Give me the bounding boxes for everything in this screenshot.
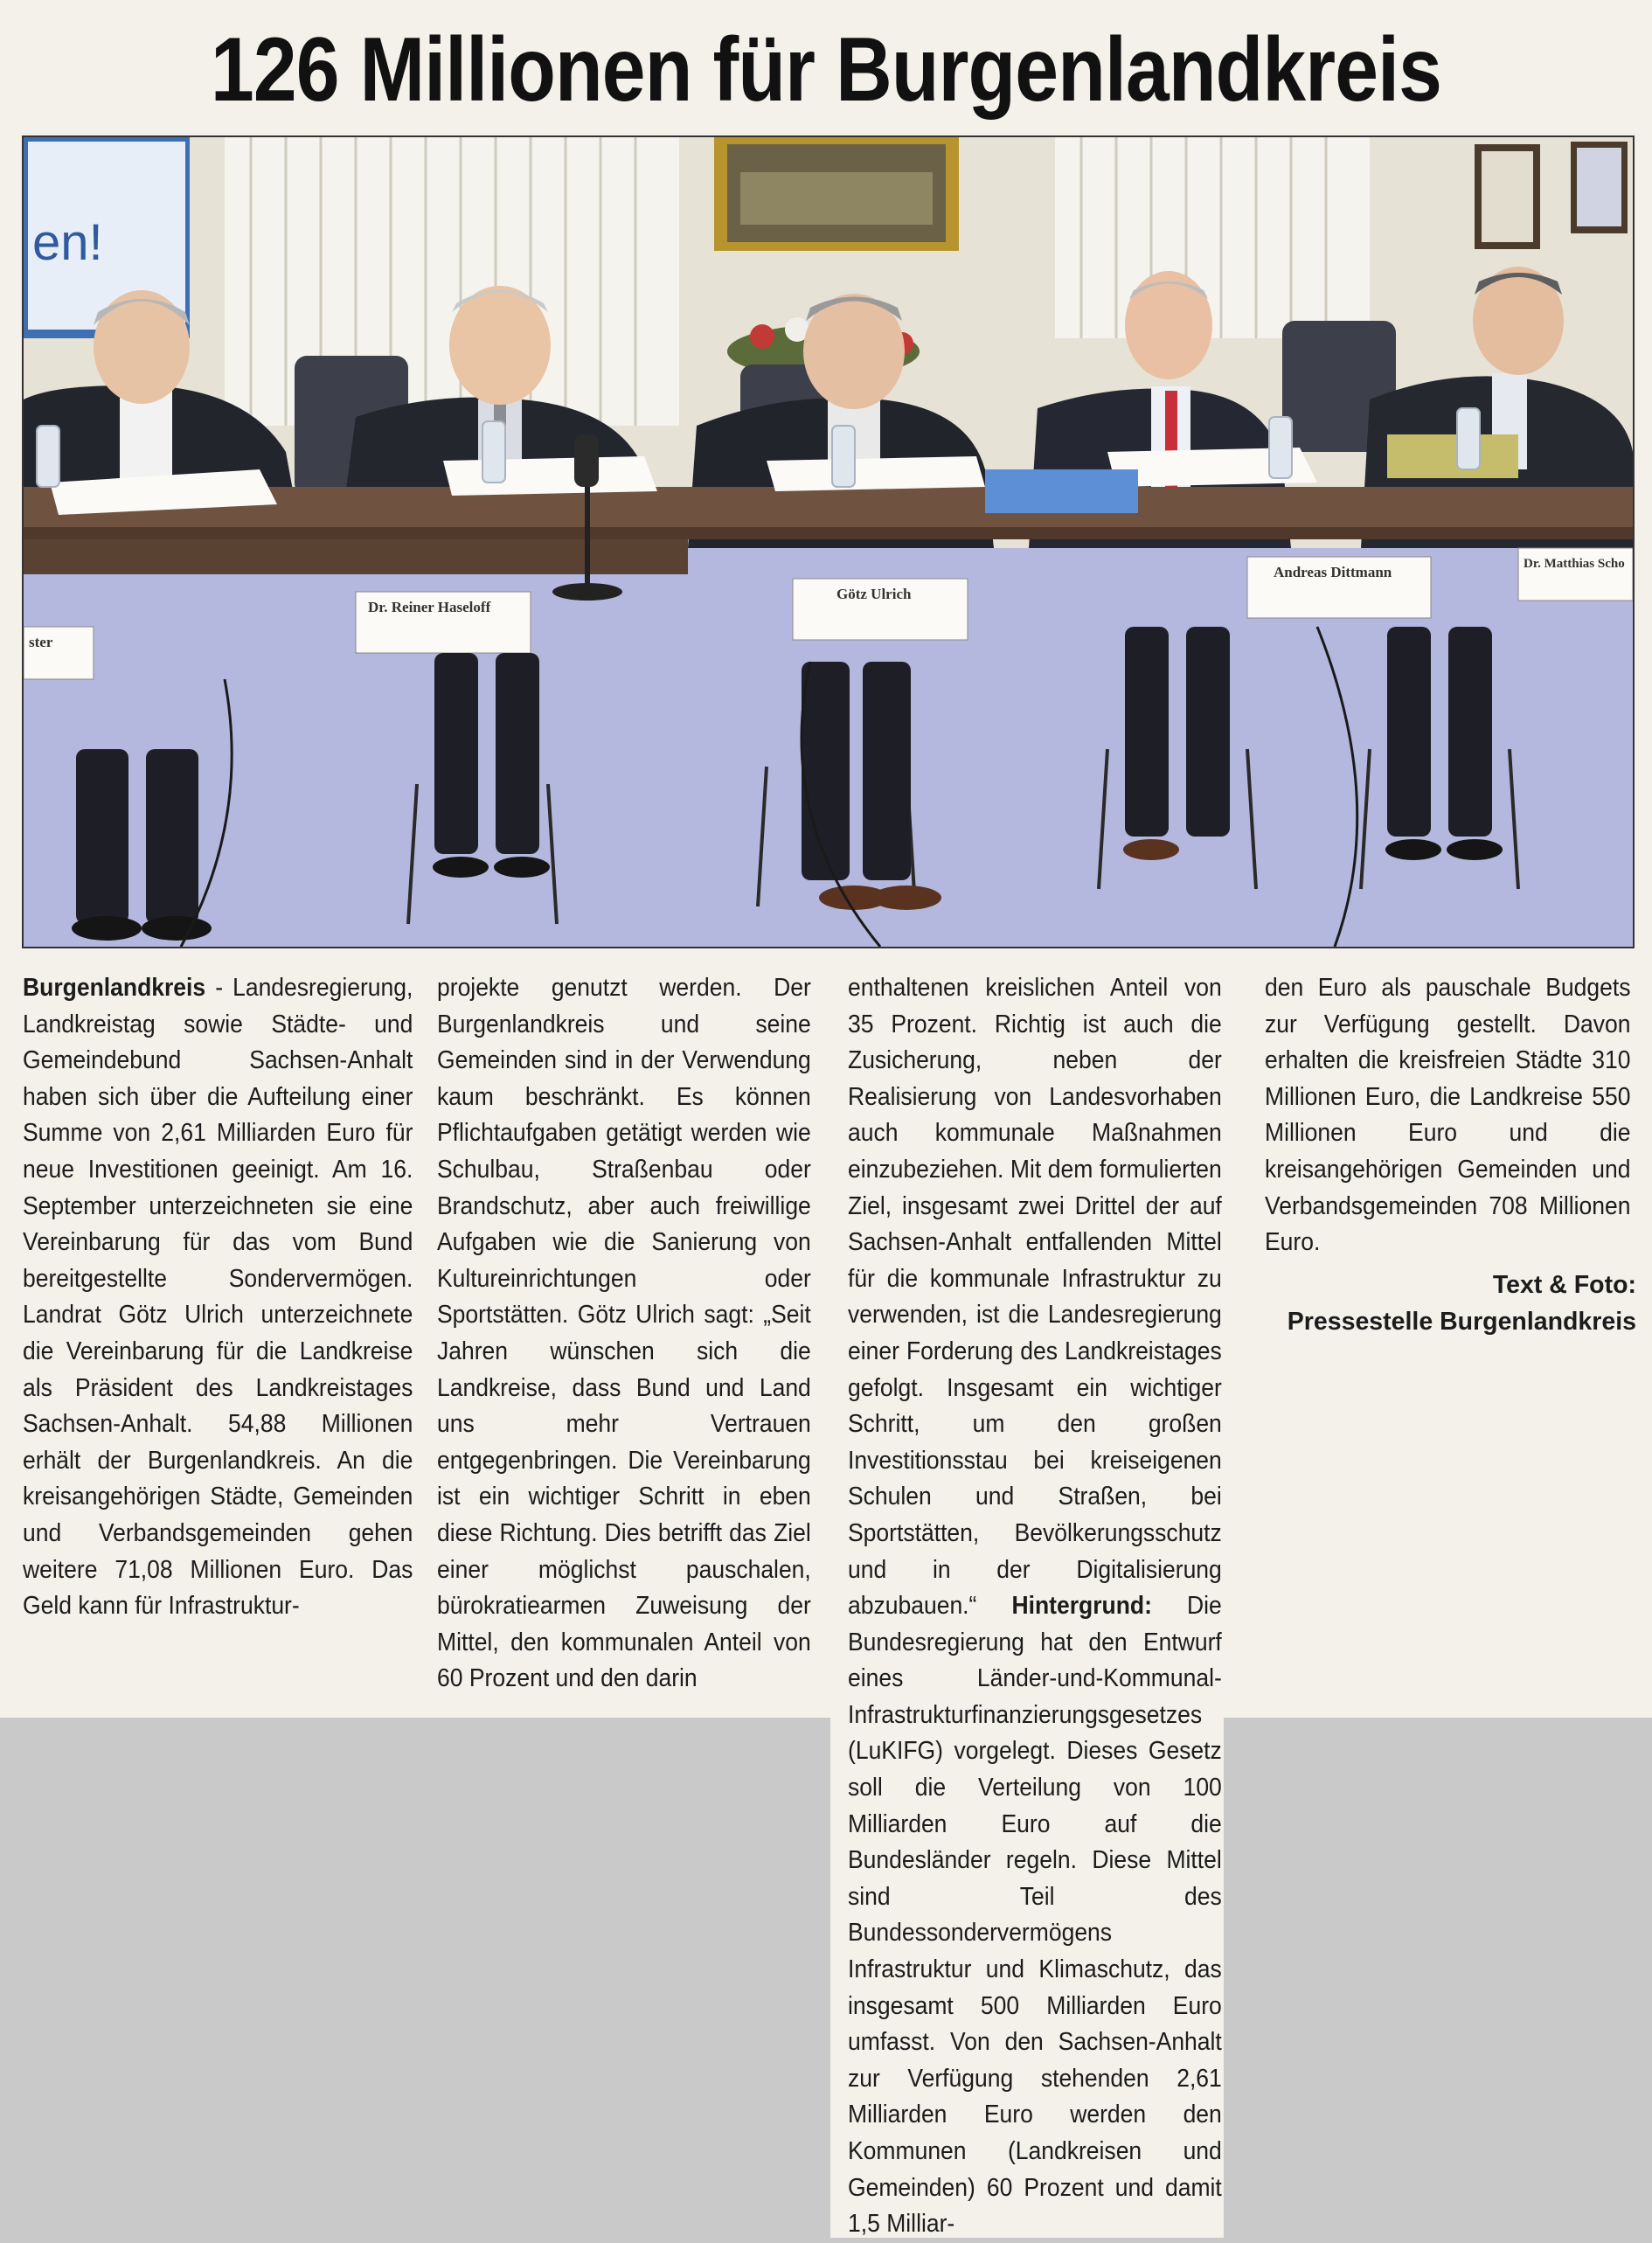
- credit-source: Pressestelle Burgenlandkreis: [1287, 1307, 1636, 1336]
- placard-text: ster: [29, 634, 53, 650]
- placard-text: Götz Ulrich: [836, 586, 912, 602]
- placard-text: Dr. Matthias Scho: [1524, 557, 1625, 571]
- yellow-folder: [1387, 434, 1518, 478]
- screen-text: en!: [32, 214, 103, 271]
- placard-text: Dr. Reiner Haseloff: [368, 599, 491, 615]
- column-text: - Landesregierung, Landkreistag sowie Städte- und Gemeindebund Sachsen-Anhalt haben sich über die Aufteilung einer Summe von 2,61 Milliarden Euro für neue Investitionen geeinigt. Am 16. September unterzeichneten sie eine Vereinbarung für das vom Bund bereitgestellte Sondervermögen. Landrat Götz Ulrich unterzeichnete die Vereinbarung für die Landkreise als Präsident des Landkreistages Sachsen-Anhalt. 54,88 Millionen erhält der Burgenlandkreis. An die kreisangehörigen Städte, Gemeinden und Verbandsgemeinden gehen weitere 71,08 Millionen Euro. Das Geld kann für Infrastruktur-: [23, 974, 413, 1621]
- article-photo: [22, 135, 1635, 948]
- column-text: projekte genutzt werden. Der Burgenlandkreis und seine Gemeinden sind in der Verwendung kaum beschränkt. Es können Pflichtaufgaben getätigt werden wie Schulbau, Straßenbau oder Brandschutz, aber auch freiwillige Aufgaben wie die Sanierung von Kultureinrichtungen oder Sportstätten. Götz Ulrich sagt: „Seit Jahren wünschen sich die Landkreise, dass Bund und Land uns mehr Vertrauen entgegenbringen. Die Vereinbarung ist ein wichtiger Schritt in eben diese Richtung. Dies betrifft das Ziel einer möglichst pauschalen, bürokratiearmen Zuweisung der Mittel, den kommunalen Anteil von 60 Prozent und den darin: [437, 974, 811, 1693]
- column-text: enthaltenen kreislichen Anteil von 35 Prozent. Richtig ist auch die Zusicherung, neben der Realisierung von Landesvorhaben auch kommunale Maßnahmen einzubeziehen. Mit dem formulierten Ziel, insgesamt zwei Drittel der auf Sachsen-Anhalt entfallenden Mittel für die kommunale Infrastruktur zu verwenden, ist die Landesregierung einer Forderung des Landkreistages gefolgt. Insgesamt ein wichtiger Schritt, um den großen Investitionsstau bei kreiseigenen Schulen und Straßen, bei Sportstätten, Bevölkerungsschutz und in der Digitalisierung abzubauen.“: [848, 974, 1222, 1621]
- article-column-4: [1265, 970, 1631, 1261]
- blue-folder: [985, 469, 1138, 513]
- background-label: Hintergrund:: [1011, 1592, 1152, 1621]
- painting: [714, 137, 959, 251]
- column-text: Die Bundesregierung hat den Entwurf eines Länder-und-Kommunal-Infrastrukturfinanzierungsgesetzes (LuKIFG) vorgelegt. Dieses Gesetz soll die Verteilung von 100 Milliarden Euro auf die Bundesländer regeln. Diese Mittel sind Teil des Bundessondervermögens Infrastruktur und Klimaschutz, das insgesamt 500 Milliarden Euro umfasst. Von den Sachsen-Anhalt zur Verfügung stehenden 2,61 Milliarden Euro werden den Kommunen (Landkreisen und Gemeinden) 60 Prozent und damit 1,5 Milliar-: [848, 1592, 1222, 2239]
- photo-credit: [1259, 1267, 1636, 1340]
- article-column-2: [437, 970, 811, 1698]
- column-text: den Euro als pauschale Budgets zur Verfügung gestellt. Davon erhalten die kreisfreien Städte 310 Millionen Euro, die Landkreise 550 Millionen Euro und die kreisangehörigen Gemeinden und Verbandsgemeinden 708 Millionen Euro.: [1265, 974, 1631, 1257]
- credit-label: Text & Foto:: [1492, 1271, 1636, 1299]
- dateline: Burgenlandkreis: [23, 974, 206, 1002]
- article-column-3: [848, 970, 1222, 2243]
- headline: 126 Millionen für Burgenlandkreis: [211, 19, 1441, 121]
- placard-text: Andreas Dittmann: [1274, 564, 1392, 580]
- article-column-1: [23, 970, 413, 1625]
